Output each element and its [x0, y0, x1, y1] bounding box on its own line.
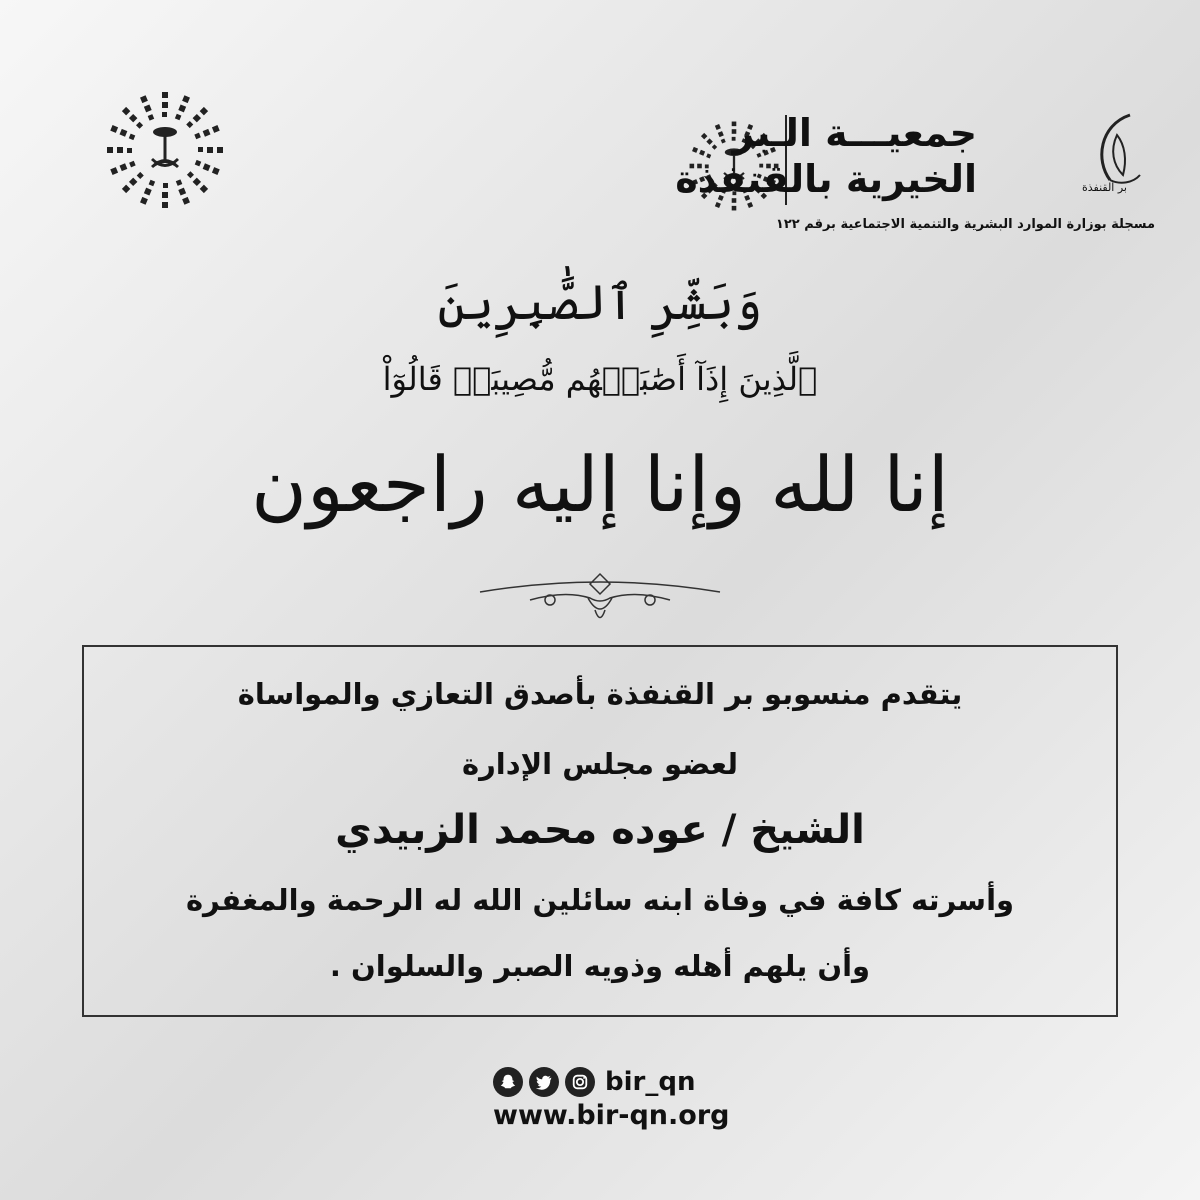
org-header	[675, 105, 1155, 232]
snapchat-icon[interactable]	[493, 1067, 523, 1097]
social-handle[interactable]: bir_qn	[605, 1067, 696, 1097]
website-link[interactable]: www.bir-qn.org	[493, 1100, 730, 1131]
calligraphy-line2: ٱلَّذِينَ إِذَآ أَصَٰبَتۡهُم مُّصِيبَةٞ قَالُوٓاْ	[382, 360, 818, 398]
message-recipient-name: الشيخ / عوده محمد الزبيدي	[335, 807, 865, 853]
message-line2: لعضو مجلس الإدارة	[461, 747, 739, 781]
twitter-icon[interactable]	[529, 1067, 559, 1097]
instagram-icon[interactable]	[565, 1067, 595, 1097]
message-line1: يتقدم منسوبو بر القنفذة بأصدق التعازي والمواساة	[237, 677, 963, 711]
condolence-message-box	[82, 645, 1118, 1017]
org-name-line1: جمعيـــة الـبر	[732, 111, 977, 155]
saudi-emblem-icon	[105, 90, 225, 210]
registration-text: مسجلة بوزارة الموارد البشرية والتنمية الاجتماعية برقم ١٢٢	[775, 217, 1155, 232]
org-name-line2: الخيرية بالقنفذة	[675, 157, 977, 201]
calligraphy-line1: وَبَشِّرِ ٱلصَّٰبِرِينَ	[437, 275, 763, 331]
message-line5: وأن يلهم أهله وذويه الصبر والسلوان .	[329, 949, 871, 983]
message-line4: وأسرته كافة في وفاة ابنه سائلين الله له الرحمة والمغفرة	[185, 883, 1015, 917]
social-links	[493, 1065, 695, 1099]
ornament-divider-icon	[470, 570, 730, 630]
org-logo-text: بر القنفذة	[1081, 181, 1127, 194]
calligraphy-line3: إنا لله وإنا إليه راجعون	[251, 440, 949, 529]
